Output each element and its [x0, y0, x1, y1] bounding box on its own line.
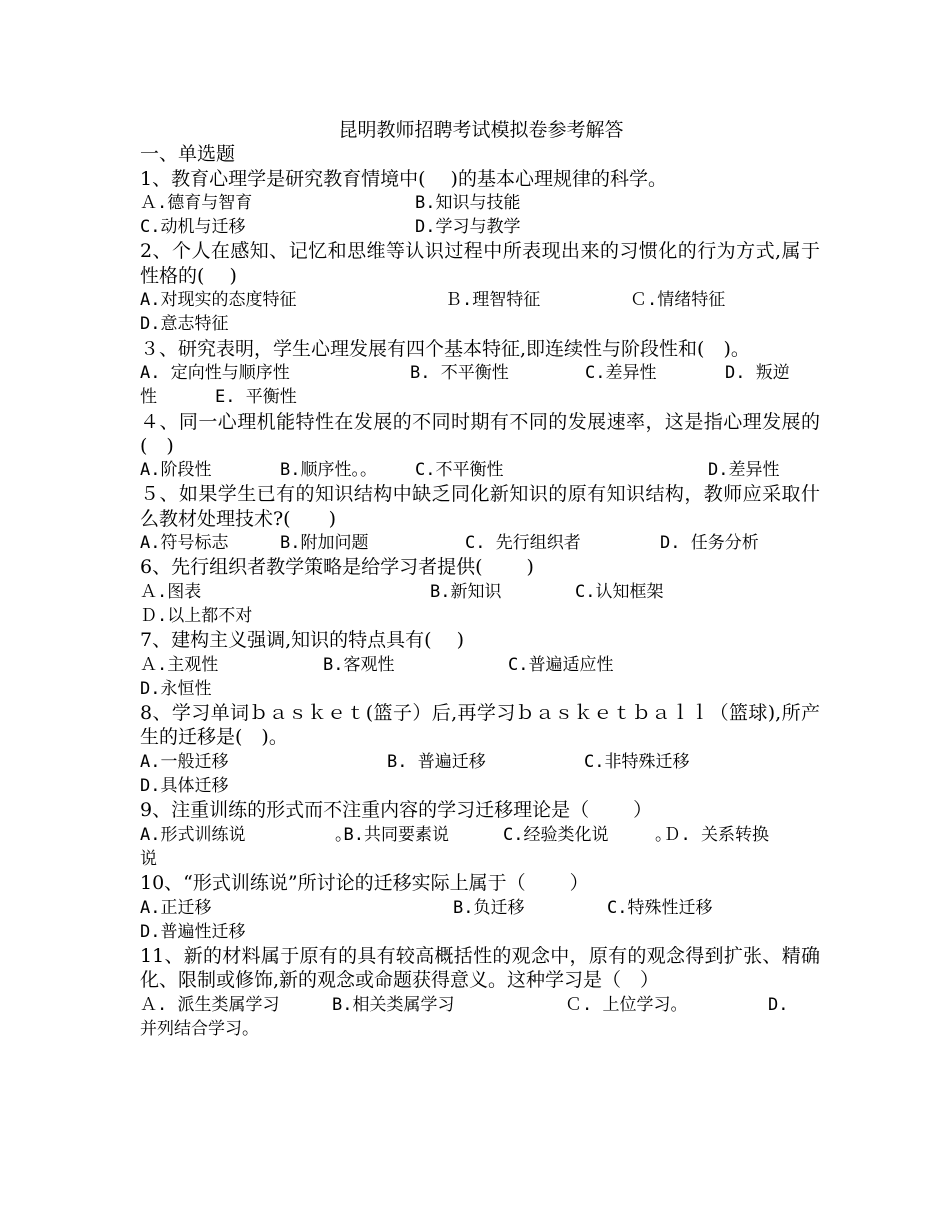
option: B. 普遍迁移 [387, 751, 486, 772]
option: C.认知框架 [575, 581, 664, 602]
option: D.差异性 [708, 460, 780, 481]
option: A.一般迁移 [140, 751, 229, 772]
option-row [140, 288, 820, 312]
option: C. 先行组织者 [465, 533, 581, 554]
option-row [140, 531, 820, 555]
option-row [140, 361, 820, 385]
option: A.符号标志 [140, 533, 229, 554]
option: D.学习与教学 [415, 217, 521, 238]
option: B.知识与技能 [415, 192, 521, 213]
option: B.负迁移 [453, 897, 525, 918]
option: D.意志特征 [140, 314, 229, 335]
option: D. [768, 994, 789, 1015]
question-stem: 9、注重训练的形式而不注重内容的学习迁移理论是（ ） [140, 799, 653, 822]
option: D. 叛逆 [725, 362, 790, 383]
option-row [140, 458, 820, 482]
option-row [140, 750, 820, 774]
option: C.非特殊迁移 [584, 751, 690, 772]
option: C.动机与迁移 [140, 217, 246, 238]
option-row [140, 580, 820, 604]
question-stem: 1、教育心理学是研究教育情境中( )的基本心理规律的科学。 [140, 167, 667, 190]
option-row [140, 604, 820, 628]
section-heading: 一、单选题 [140, 143, 236, 166]
option-continued: 并列结合学习｡ [140, 1018, 251, 1039]
option: B.相关类属学习 [332, 994, 455, 1015]
option: Ａ. 派生类属学习 [140, 994, 280, 1015]
option: E. 平衡性 [215, 387, 297, 408]
option: D.普遍性迁移 [140, 921, 246, 942]
question-stem: 6、先行组织者教学策略是给学习者提供( ) [140, 556, 534, 579]
option: C.普遍适应性 [508, 654, 614, 675]
option: B.附加问题 [280, 533, 369, 554]
option-row [140, 1017, 820, 1041]
question-stem: ４、同一心理机能特性在发展的不同时期有不同的发展速率，这是指心理发展的( ) [140, 410, 820, 457]
option: A.形式训练说 [140, 824, 246, 845]
option: Ｃ.情绪特征 [630, 290, 726, 311]
option: B.新知识 [430, 581, 502, 602]
option: B.顺序性｡｡ [280, 460, 369, 481]
option-row [140, 774, 820, 798]
question-stem: 10、“形式训练说”所讨论的迁移实际上属于（ ） [140, 872, 589, 895]
option-row [140, 215, 820, 239]
option: D. 任务分析 [660, 533, 759, 554]
option: ｡Ｄ. 关系转换 [655, 824, 769, 845]
option: D.具体迁移 [140, 776, 229, 797]
option: Ａ.德育与智育 [140, 192, 253, 213]
option: A. 定向性与顺序性 [140, 362, 290, 383]
option: C.差异性 [585, 362, 657, 383]
option-row [140, 823, 820, 847]
question-stem: 11、新的材料属于原有的具有较高概括性的观念中，原有的观念得到扩张、精确化、限制或修饰,新的观念或命题获得意义。这种学习是（ ） [140, 945, 820, 992]
option-row [140, 312, 820, 336]
option-continued: 说 [140, 848, 157, 869]
question-stem: 2、个人在感知、记忆和思维等认识过程中所表现出来的习惯化的行为方式,属于性格的( ) [140, 240, 820, 287]
question-stem: ５、如果学生已有的知识结构中缺乏同化新知识的原有知识结构，教师应采取什么教材处理技术?( ) [140, 483, 820, 530]
question-stem: 7、建构主义强调,知识的特点具有( ) [140, 629, 464, 652]
option-row [140, 896, 820, 920]
option: A.正迁移 [140, 897, 212, 918]
option: Ｃ. 上位学习｡ [565, 994, 679, 1015]
option: C.特殊性迁移 [607, 897, 713, 918]
option: C.不平衡性 [415, 460, 504, 481]
option: A.对现实的态度特征 [140, 290, 297, 311]
option: Ｂ.理智特征 [445, 290, 541, 311]
option-row [140, 653, 820, 677]
option-row [140, 920, 820, 944]
option: A.阶段性 [140, 460, 212, 481]
option: B. 不平衡性 [410, 362, 509, 383]
document-title: 昆明教师招聘考试模拟卷参考解答 [338, 119, 624, 141]
question-stem: 8、学习单词ｂａｓｋｅｔ(篮子）后,再学习ｂａｓｋｅｔｂａｌｌ（篮球),所产生的迁移是( )。 [140, 702, 820, 749]
option-row [140, 385, 820, 409]
option: Ｄ.以上都不对 [140, 605, 253, 626]
option-continued: 性 [140, 387, 157, 408]
option: ｡B.共同要素说 [335, 824, 449, 845]
option: D.永恒性 [140, 678, 212, 699]
option-row [140, 677, 820, 701]
option: B.客观性 [323, 654, 395, 675]
document-page [140, 118, 820, 1041]
option-row [140, 993, 820, 1017]
option-row [140, 191, 820, 215]
option: C.经验类化说 [503, 824, 609, 845]
question-stem: ３、研究表明，学生心理发展有四个基本特征,即连续性与阶段性和( )。 [140, 337, 750, 360]
option: Ａ.图表 [140, 581, 202, 602]
option: Ａ.主观性 [140, 654, 219, 675]
